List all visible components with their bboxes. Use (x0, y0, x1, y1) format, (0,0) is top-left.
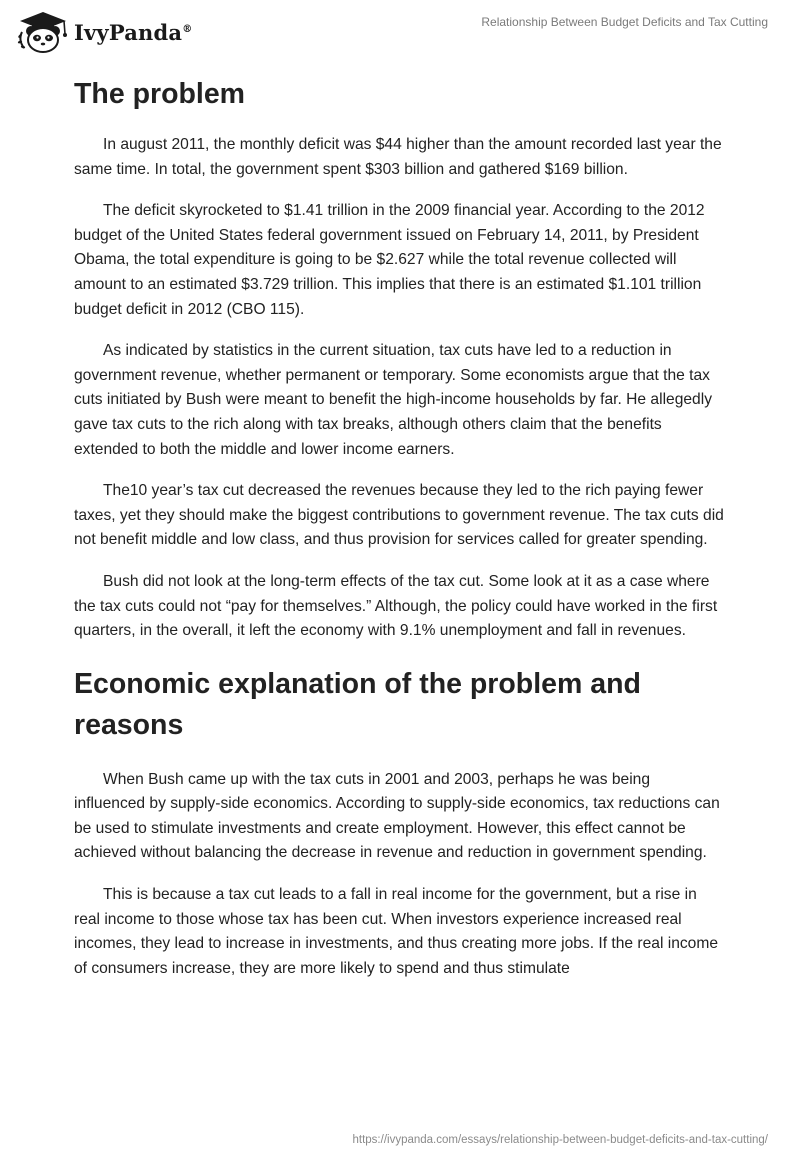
paragraph: The10 year’s tax cut decreased the revenues because they led to the rich paying fewer taxes, yet they should make the biggest contributions to government revenue. The tax cuts did not benefit middle and low class, and thus provision for services called for greater spending. (74, 482, 724, 549)
paragraph: As indicated by statistics in the current situation, tax cuts have led to a reduction in government revenue, whether permanent or temporary. Some economists argue that the tax cuts initiated by Bush were meant to benefit the high-income households by far. He allegedly gave tax cuts to the rich along with tax breaks, although others claim that the benefits extended to both the middle and lower income earners. (74, 342, 712, 458)
panda-graduate-icon (14, 10, 72, 54)
brand-logo[interactable] (14, 10, 192, 54)
source-url[interactable]: https://ivypanda.com/essays/relationship-between-budget-deficits-and-tax-cutting/ (352, 1134, 768, 1146)
registered-mark: ® (182, 23, 193, 35)
paragraph: When Bush came up with the tax cuts in 2001 and 2003, perhaps he was being influenced by supply-side economics. According to supply-side economics, tax reductions can be used to stimulate investments and create employment. However, this effect cannot be achieved without balancing the decrease in revenue and reduction in government spending. (74, 770, 720, 862)
section-heading: The problem (74, 78, 246, 110)
paragraph: The deficit skyrocketed to $1.41 trillion in the 2009 financial year. According to the 2012 budget of the United States federal government issued on February 14, 2011, by President Obama, the total expenditure is going to be $2.627 while the total revenue collected will amount to an estimated $3.729 trillion. This implies that there is an estimated $1.101 trillion budget deficit in 2012 (CBO 115). (74, 202, 705, 318)
page-header (0, 0, 800, 60)
brand-name: IvyPanda® (74, 19, 193, 45)
paragraph: This is because a tax cut leads to a fall in real income for the government, but a rise in real income to those whose tax has been cut. When investors experience increased real incomes, they lead to increase in investments, and thus creating more jobs. If the real income of consumers increase, they are more likely to spend and thus stimulate (74, 886, 719, 977)
paragraph: In august 2011, the monthly deficit was $44 higher than the amount recorded last year the same time. In total, the government spent $303 billion and gathered $169 billion. (74, 136, 722, 178)
paragraph: Bush did not look at the long-term effects of the tax cut. Some look at it as a case where the tax cuts could not “pay for themselves.” Although, the policy could have worked in the first quarters, in the overall, it left the economy with 9.1% unemployment and fall in revenues. (74, 572, 718, 640)
document-title: Relationship Between Budget Deficits and Tax Cutting (481, 15, 768, 29)
section-heading: Economic explanation of the problem and reasons (74, 667, 641, 741)
essay-body (74, 74, 724, 998)
